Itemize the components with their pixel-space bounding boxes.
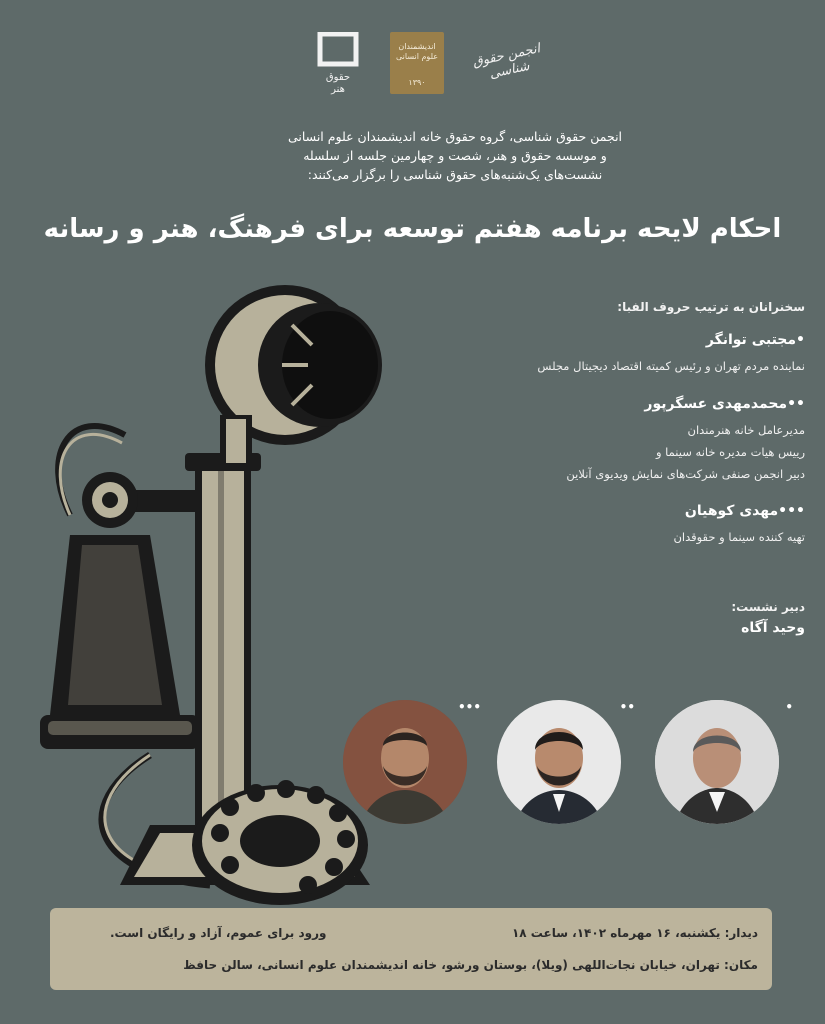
- speakers-section: [385, 300, 805, 549]
- logo-row: [300, 26, 560, 104]
- event-title: احکام لایحه برنامه هفتم توسعه برای فرهنگ، هنر و رسانه: [43, 214, 782, 244]
- event-place: مکان: تهران، خیابان نجات‌اللهی (ویلا)، بوستان ورشو، خانه اندیشمندان علوم انسانی، سالن حافظ: [183, 958, 758, 972]
- speaker-item: [385, 503, 805, 549]
- speaker-title: دبیر انجمن صنفی شرکت‌های نمایش ویدیوی آنلاین: [566, 466, 805, 481]
- speaker-photo-1: [655, 700, 793, 824]
- speaker-photo-3: [343, 700, 481, 824]
- speaker-title: نماینده مردم تهران و رئیس کمیته اقتصاد دیجیتال مجلس: [537, 359, 805, 373]
- hoghugh-honar-logo: [316, 32, 360, 106]
- speakers-label: سخنرانان به ترتیب حروف الفبا:: [617, 300, 805, 314]
- photo-marker: •: [785, 700, 793, 714]
- ensemble-logo-text: انجمن حقوق شناسی: [471, 41, 542, 82]
- photo-marker: ••: [619, 700, 635, 714]
- intro-line: انجمن حقوق شناسی، گروه حقوق خانه اندیشمندان علوم انسانی: [287, 129, 623, 144]
- intro-line: نشست‌های یک‌شنبه‌های حقوق شناسی را برگزار می‌کنند:: [307, 166, 603, 182]
- avatar: [343, 700, 467, 824]
- speaker-title: رییس هیات مدیره خانه سینما و: [655, 444, 805, 459]
- photo-marker: •••: [457, 700, 481, 714]
- speaker-name: ••محمدمهدی عسگرپور: [644, 395, 805, 412]
- house-logo-text: اندیشمندان علوم انسانی: [396, 42, 438, 62]
- entry-note: ورود برای عموم، آزاد و رایگان است.: [110, 926, 327, 940]
- hoghugh-honar-text: حقوق هنر: [325, 72, 351, 95]
- house-logo-year: ۱۳۹۰: [408, 78, 426, 87]
- speaker-name: •••مهدی کوهیان: [684, 503, 805, 520]
- speaker-photo-2: [497, 700, 635, 824]
- candlestick-phone-illustration: [30, 285, 390, 910]
- moderator-label: دبیر نشست:: [731, 600, 805, 614]
- house-of-thinkers-logo: [390, 32, 444, 94]
- moderator-name: وحید آگاه: [741, 620, 805, 636]
- intro-line: و موسسه حقوق و هنر، شصت و چهارمین جلسه از سلسله: [303, 147, 607, 163]
- avatar: [655, 700, 779, 824]
- avatar: [497, 700, 621, 824]
- speaker-item: [385, 396, 805, 486]
- moderator-section: [505, 600, 805, 644]
- speaker-item: [385, 332, 805, 378]
- event-info-box: [50, 908, 772, 990]
- speaker-title: تهیه کننده سینما و حقوقدان: [673, 530, 805, 545]
- intro-text: [195, 128, 715, 184]
- ensemble-calligraphy-logo: [458, 36, 558, 96]
- event-date: دیدار: یکشنبه، ۱۶ مهرماه ۱۴۰۲، ساعت ۱۸: [511, 926, 758, 940]
- speaker-name: •مجتبی توانگر: [705, 332, 805, 348]
- speaker-title: مدیرعامل خانه هنرمندان: [687, 422, 805, 437]
